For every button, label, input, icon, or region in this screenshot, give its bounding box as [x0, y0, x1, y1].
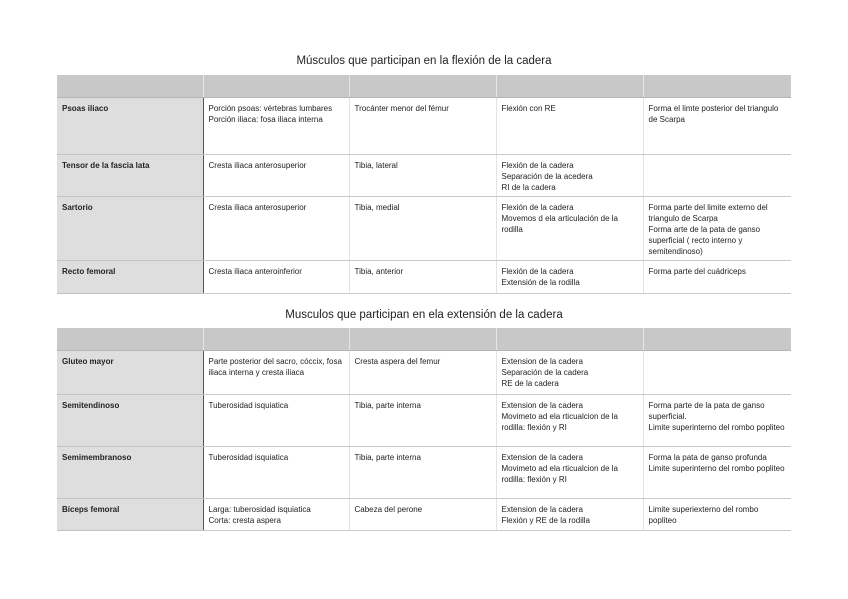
insertion-cell: Trocánter menor del fémur: [349, 98, 496, 155]
origin-cell: Tuberosidad isquiatica: [203, 447, 349, 499]
insertion-cell: Tibia, parte interna: [349, 395, 496, 447]
action-cell: Flexión de la cadera Separación de la acedera RI de la cadera: [496, 155, 643, 197]
muscle-name-cell: Tensor de la fascia lata: [57, 155, 203, 197]
header-cell: [643, 328, 791, 351]
muscle-name-cell: Sartorio: [57, 197, 203, 261]
action-cell: Extension de la cadera Movimeto ad ela rticualcion de la rodilla: flexión y RI: [496, 395, 643, 447]
action-cell: Flexión de la cadera Extensión de la rodilla: [496, 261, 643, 294]
table-row: [57, 261, 791, 294]
origin-cell: Cresta iliaca anterosuperior: [203, 155, 349, 197]
table-row: [57, 155, 791, 197]
notes-cell: Forma la pata de ganso profunda Limite superinterno del rombo popliteo: [643, 447, 791, 499]
header-cell: [349, 328, 496, 351]
action-cell: Extension de la cadera Movimeto ad ela rticualcion de la rodilla: flexión y RI: [496, 447, 643, 499]
muscle-name-cell: Semitendinoso: [57, 395, 203, 447]
origin-cell: Cresta iliaca anteroinferior: [203, 261, 349, 294]
muscle-name-cell: Psoas iliaco: [57, 98, 203, 155]
muscle-name-cell: Recto femoral: [57, 261, 203, 294]
insertion-cell: Tibia, anterior: [349, 261, 496, 294]
insertion-cell: Tibia, parte interna: [349, 447, 496, 499]
notes-cell: [643, 155, 791, 197]
table-row: [57, 197, 791, 261]
muscle-name-cell: Gluteo mayor: [57, 351, 203, 395]
table-row: [57, 499, 791, 531]
table-row: [57, 447, 791, 499]
header-cell: [203, 75, 349, 98]
table2-title: Musculos que participan en ela extensión de la cadera: [285, 309, 563, 321]
origin-cell: Cresta iliaca anterosuperior: [203, 197, 349, 261]
origin-cell: Porción psoas: vértebras lumbares Porción iliaca: fosa iliaca interna: [203, 98, 349, 155]
table-header-row: [57, 75, 791, 98]
header-cell: [57, 75, 203, 98]
origin-cell: Tuberosidad isquiatica: [203, 395, 349, 447]
header-cell: [57, 328, 203, 351]
action-cell: Extension de la cadera Flexión y RE de la rodilla: [496, 499, 643, 531]
header-cell: [349, 75, 496, 98]
action-cell: Flexión con RE: [496, 98, 643, 155]
header-cell: [643, 75, 791, 98]
muscle-name-cell: Semimembranoso: [57, 447, 203, 499]
extension-muscles-table: [57, 328, 791, 531]
header-cell: [496, 328, 643, 351]
table-header-row: [57, 328, 791, 351]
notes-cell: Forma parte del limite externo del triangulo de Scarpa Forma arte de la pata de ganso superficial ( recto interno y semitendinoso): [643, 197, 791, 261]
action-cell: Flexión de la cadera Movemos d ela articulación de la rodilla: [496, 197, 643, 261]
notes-cell: Limite superiexterno del rombo popliteo: [643, 499, 791, 531]
table-row: [57, 395, 791, 447]
origin-cell: Larga: tuberosidad isquiatica Corta: cresta aspera: [203, 499, 349, 531]
insertion-cell: Cresta aspera del femur: [349, 351, 496, 395]
insertion-cell: Cabeza del perone: [349, 499, 496, 531]
action-cell: Extension de la cadera Separación de la cadera RE de la cadera: [496, 351, 643, 395]
muscle-name-cell: Bíceps femoral: [57, 499, 203, 531]
header-cell: [496, 75, 643, 98]
origin-cell: Parte posterior del sacro, cóccix, fosa iliaca interna y cresta iliaca: [203, 351, 349, 395]
header-cell: [203, 328, 349, 351]
table-row: [57, 351, 791, 395]
notes-cell: [643, 351, 791, 395]
insertion-cell: Tibia, lateral: [349, 155, 496, 197]
notes-cell: Forma parte del cuádriceps: [643, 261, 791, 294]
notes-cell: Forma parte de la pata de ganso superficial. Limite superinterno del rombo popliteo: [643, 395, 791, 447]
table1-title: Músculos que participan en la flexión de la cadera: [296, 55, 552, 67]
flexion-muscles-table: [57, 75, 791, 294]
table-row: [57, 98, 791, 155]
insertion-cell: Tibia, medial: [349, 197, 496, 261]
notes-cell: Forma el limte posterior del triangulo de Scarpa: [643, 98, 791, 155]
